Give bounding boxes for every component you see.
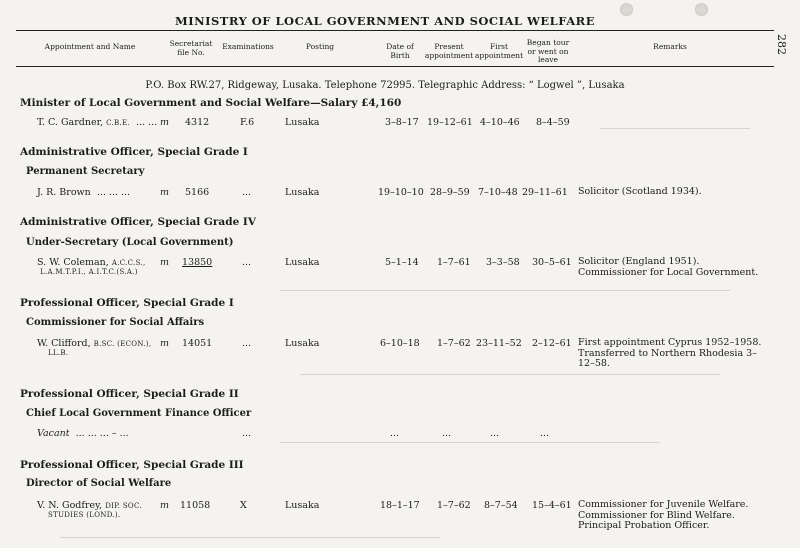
col-header-dob: Date of Birth [386, 42, 414, 60]
tour-date: 29–11–61 [522, 187, 568, 198]
officer-name: T. C. Gardner, C.B.E. ... ... [37, 117, 158, 128]
section-heading: Professional Officer, Special Grade II [20, 388, 239, 400]
date-of-birth: 3–8–17 [385, 117, 419, 128]
address-line: P.O. Box RW.27, Ridgeway, Lusaka. Telephone 72995. Telegraphic Address: “ Logwel ”, Lusaka [145, 80, 625, 91]
present-appointment: 28–9–59 [430, 187, 470, 198]
date-of-birth: 18–1–17 [380, 500, 420, 511]
file-number: 13850 [182, 257, 213, 268]
posting: Lusaka [285, 338, 320, 349]
section-heading: Administrative Officer, Special Grade IV [20, 216, 256, 228]
marital-status: m [160, 187, 170, 198]
show-through-mark [60, 537, 440, 538]
marital-status: m [160, 500, 170, 511]
col-header-posting: Posting [305, 42, 335, 51]
show-through-mark [300, 374, 720, 375]
tour-date: 2–12–61 [532, 338, 572, 349]
present-appointment: 19–12–61 [427, 117, 473, 128]
present-appointment: 1–7–62 [437, 338, 471, 349]
header-rule-top [16, 30, 774, 31]
first-appointment: 3–3–58 [486, 257, 520, 268]
tour-date: ... [540, 428, 550, 439]
marital-status: m [160, 257, 170, 268]
officer-name: S. W. Coleman, A.C.C.S., [37, 257, 146, 268]
show-through-mark [280, 290, 730, 291]
officer-name: Vacant ... ... ... – ... [37, 428, 129, 439]
first-appointment: 23–11–52 [476, 338, 522, 349]
col-header-present: Present appointment [424, 42, 474, 60]
examinations: ... [242, 257, 252, 268]
date-of-birth: 6–10–18 [380, 338, 420, 349]
page-title: MINISTRY OF LOCAL GOVERNMENT AND SOCIAL WELFARE [175, 14, 595, 28]
posting: Lusaka [285, 117, 320, 128]
file-number: 5166 [185, 187, 210, 198]
posting: Lusaka [285, 257, 320, 268]
examinations: ... [242, 428, 252, 439]
examinations: ... [242, 338, 252, 349]
file-number: 14051 [182, 338, 213, 349]
section-heading: Administrative Officer, Special Grade I [20, 146, 248, 158]
remarks: First appointment Cyprus 1952–1958. Transferred to Northern Rhodesia 3–12–58. [578, 337, 762, 369]
posting: Lusaka [285, 500, 320, 511]
date-of-birth: 19–10–10 [378, 187, 424, 198]
col-header-tour: Began tour or went on leave [526, 38, 570, 64]
section-subheading: Commissioner for Social Affairs [26, 317, 205, 328]
col-header-examinations: Examinations [222, 42, 274, 51]
examinations: X [240, 500, 247, 511]
section-subheading: Under-Secretary (Local Government) [26, 237, 234, 248]
file-number: 4312 [185, 117, 210, 128]
date-of-birth: ... [390, 428, 400, 439]
first-appointment: 4–10–46 [480, 117, 520, 128]
first-appointment: 7–10–48 [478, 187, 518, 198]
remarks: Solicitor (Scotland 1934). [578, 186, 702, 197]
col-header-remarks: Remarks [653, 42, 687, 51]
remarks: Commissioner for Juvenile Welfare. Commissioner for Blind Welfare. Principal Probation Officer. [578, 499, 749, 531]
tour-date: 15–4–61 [532, 500, 572, 511]
show-through-mark [280, 442, 660, 443]
present-appointment: 1–7–61 [437, 257, 471, 268]
section-heading: Minister of Local Government and Social Welfare—Salary £4,160 [20, 97, 402, 109]
section-subheading: Director of Social Welfare [26, 478, 172, 489]
officer-name: W. Clifford, B.SC. (ECON.), [37, 338, 152, 349]
examinations: F.6 [240, 117, 255, 128]
page-number: 282 [775, 34, 788, 55]
first-appointment: ... [490, 428, 500, 439]
present-appointment: ... [442, 428, 452, 439]
date-of-birth: 5–1–14 [385, 257, 419, 268]
officer-name: V. N. Godfrey, DIP. SOC. [37, 500, 142, 511]
first-appointment: 8–7–54 [484, 500, 518, 511]
file-number: 11058 [180, 500, 211, 511]
section-subheading: Permanent Secretary [26, 166, 145, 177]
marital-status: m [160, 117, 170, 128]
tour-date: 8–4–59 [536, 117, 570, 128]
col-header-first: First appointment [474, 42, 524, 60]
section-subheading: Chief Local Government Finance Officer [26, 408, 252, 419]
section-heading: Professional Officer, Special Grade III [20, 459, 244, 471]
posting: Lusaka [285, 187, 320, 198]
col-header-appointment: Appointment and Name [44, 42, 136, 51]
tour-date: 30–5–61 [532, 257, 572, 268]
col-header-file-no: Secretariat file No. [169, 39, 213, 57]
officer-qualifications: L.A.M.T.P.I., A.I.T.C.(S.A.) [40, 268, 138, 276]
present-appointment: 1–7–62 [437, 500, 471, 511]
section-heading: Professional Officer, Special Grade I [20, 297, 234, 309]
officer-qualifications: LL.B. [48, 349, 69, 357]
officer-qualifications: STUDIES (LOND.). [48, 511, 121, 519]
marital-status: m [160, 338, 170, 349]
officer-name: J. R. Brown ... ... ... [37, 187, 131, 198]
examinations: ... [242, 187, 252, 198]
header-rule-bottom [16, 66, 774, 67]
show-through-mark [600, 128, 750, 129]
remarks: Solicitor (England 1951). Commissioner for Local Government. [578, 256, 759, 278]
